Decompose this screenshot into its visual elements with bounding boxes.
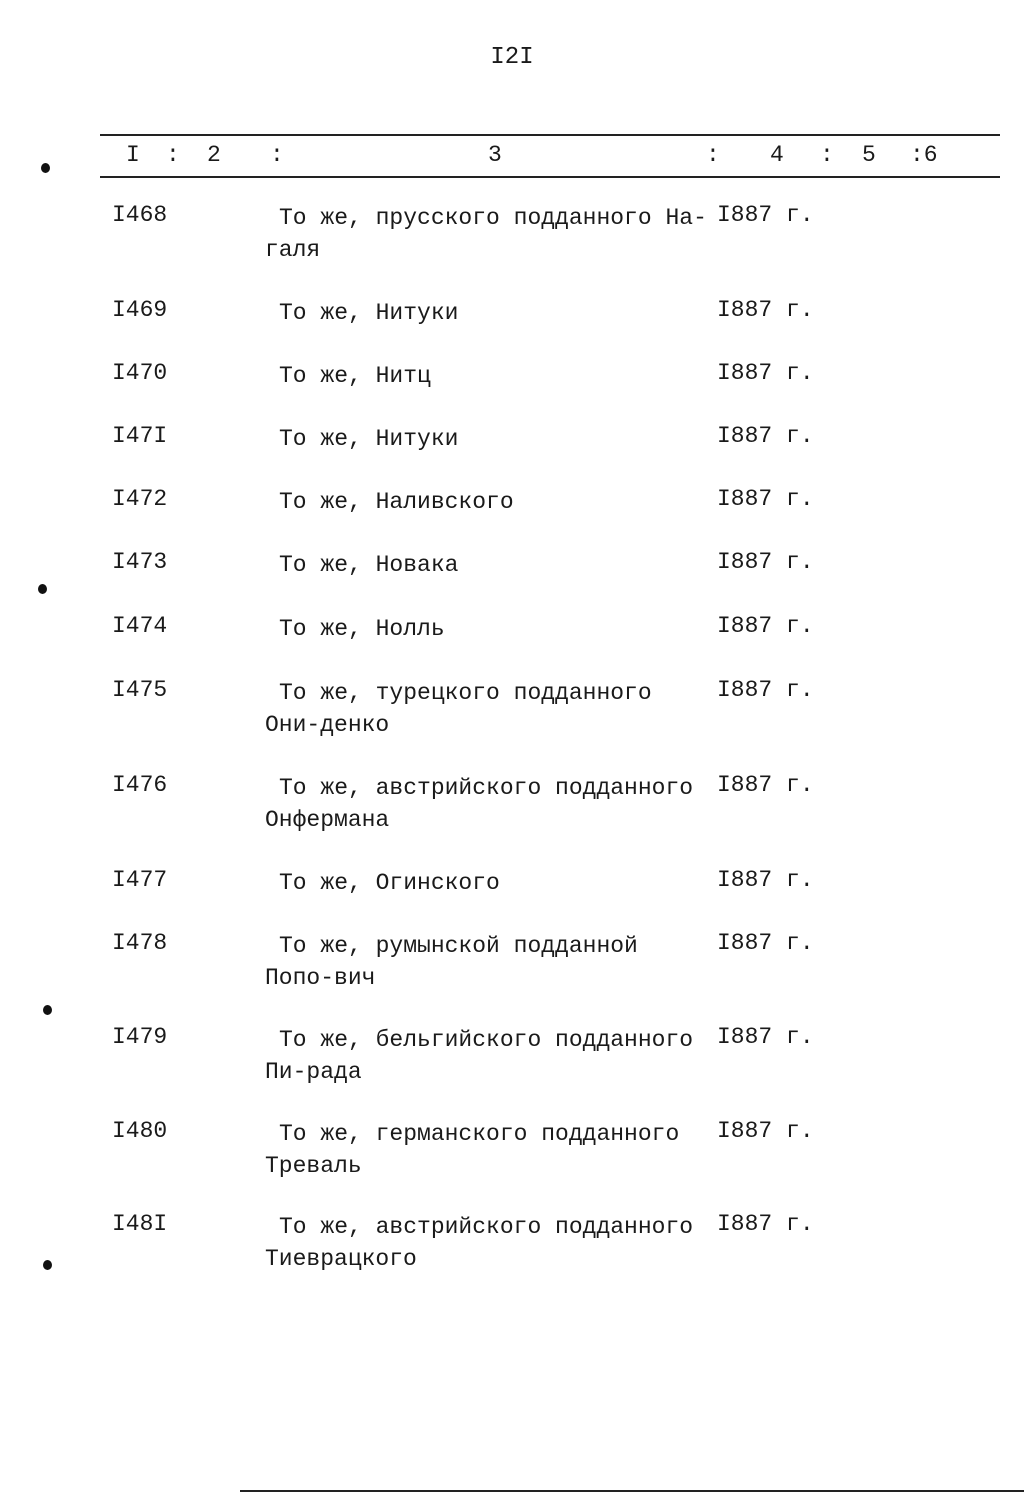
row-number: I477 [112, 867, 168, 893]
bottom-edge-rule [240, 1490, 1024, 1492]
binder-hole-mark [43, 1005, 52, 1015]
row-year: I887 г. [717, 1024, 814, 1050]
row-description: То же, Нитуки [279, 300, 459, 326]
binder-hole-mark [38, 584, 47, 594]
row-number: I470 [112, 360, 168, 386]
header-col-3: 3 [488, 142, 502, 168]
row-number: I475 [112, 677, 168, 703]
row-number: I479 [112, 1024, 168, 1050]
row-year: I887 г. [717, 423, 814, 449]
row-description: То же, австрийского подданного Онфермана [265, 775, 694, 833]
row-description: То же, Наливского [279, 489, 514, 515]
row-description: То же, турецкого подданного Они-денко [265, 680, 652, 738]
header-col-5: 5 [862, 142, 876, 168]
row-year: I887 г. [717, 867, 814, 893]
header-top-rule [100, 134, 1000, 136]
header-separator-4: : [820, 142, 834, 168]
row-number: I469 [112, 297, 168, 323]
row-description: То же, бельгийского подданного Пи-рада [265, 1027, 694, 1085]
row-number: I468 [112, 202, 168, 228]
row-description: То же, Огинского [279, 870, 500, 896]
header-separator-1: : [166, 142, 180, 168]
row-description: То же, Нитц [279, 363, 431, 389]
header-col-2: 2 [207, 142, 221, 168]
row-number: I47I [112, 423, 168, 449]
row-number: I480 [112, 1118, 168, 1144]
page-number: I2I [490, 44, 534, 71]
row-year: I887 г. [717, 930, 814, 956]
header-col-1: I [126, 142, 140, 168]
row-description: То же, прусского подданного На-гaля [265, 205, 707, 263]
row-year: I887 г. [717, 772, 814, 798]
row-year: I887 г. [717, 677, 814, 703]
header-col-4: 4 [770, 142, 784, 168]
row-year: I887 г. [717, 549, 814, 575]
row-year: I887 г. [717, 360, 814, 386]
header-separator-2: : [270, 142, 284, 168]
row-description: То же, Новака [279, 552, 459, 578]
row-year: I887 г. [717, 1118, 814, 1144]
header-bottom-rule [100, 176, 1000, 178]
row-description: То же, Нитуки [279, 426, 459, 452]
row-year: I887 г. [717, 297, 814, 323]
row-year: I887 г. [717, 486, 814, 512]
row-year: I887 г. [717, 613, 814, 639]
row-number: I476 [112, 772, 168, 798]
row-description: То же, румынской подданной Попо-вич [265, 933, 638, 991]
header-col-6: :6 [910, 142, 938, 168]
binder-hole-mark [43, 1260, 52, 1270]
row-number: I478 [112, 930, 168, 956]
row-number: I473 [112, 549, 168, 575]
row-number: I48I [112, 1211, 168, 1237]
row-year: I887 г. [717, 1211, 814, 1237]
row-year: I887 г. [717, 202, 814, 228]
binder-hole-mark [41, 163, 50, 173]
row-description: То же, австрийского подданного Тиеврацкого [265, 1214, 694, 1272]
row-description: То же, германского подданного Треваль [265, 1121, 680, 1179]
row-number: I472 [112, 486, 168, 512]
header-separator-3: : [706, 142, 720, 168]
row-number: I474 [112, 613, 168, 639]
row-description: То же, Нолль [279, 616, 445, 642]
